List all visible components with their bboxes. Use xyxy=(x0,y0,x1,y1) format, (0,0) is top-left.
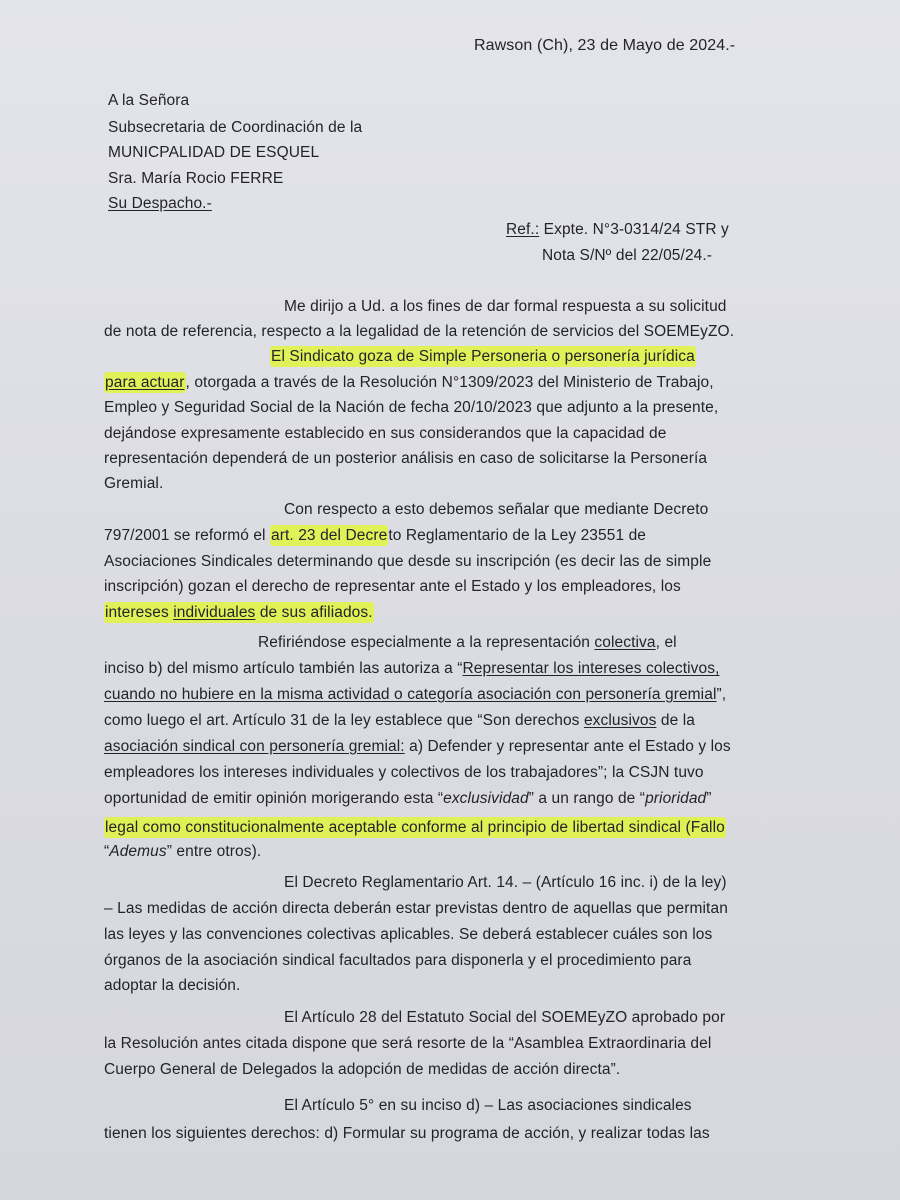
text-line: Empleo y Seguridad Social de la Nación de fecha 20/10/2023 que adjunto a la presente, xyxy=(104,399,719,416)
text-segment: oportunidad de emitir opinión morigerando esta “ xyxy=(104,790,444,807)
text-line: Gremial. xyxy=(104,475,164,492)
text-line xyxy=(104,789,712,809)
recipient-salutation: A la Señora xyxy=(108,92,190,109)
text-line: Asociaciones Sindicales determinando que desde su inscripción (es decir las de simple xyxy=(104,553,712,570)
text-line: órganos de la asociación sindical facultados para disponerla y el procedimiento para xyxy=(104,952,692,969)
underlined-text: cuando no hubiere en la misma actividad o categoría asociación con personería gremial xyxy=(104,686,717,703)
text-line xyxy=(104,603,374,623)
text-segment: “ xyxy=(104,843,110,860)
text-segment: to Reglamentario de la Ley 23551 de xyxy=(388,527,647,544)
highlighted-text: legal como constitucionalmente aceptable conforme al principio de libertad sindical (Fallo xyxy=(105,819,725,836)
underlined-text: asociación sindical con personería gremial: xyxy=(104,738,405,755)
text-line xyxy=(104,737,731,757)
underlined-text: Representar los intereses colectivos, xyxy=(462,660,720,677)
text-line: representación dependerá de un posterior análisis en caso de solicitarse la Personería xyxy=(104,450,708,467)
recipient-organization: MUNICPALIDAD DE ESQUEL xyxy=(108,144,320,161)
text-segment: ” entre otros). xyxy=(166,843,262,860)
date-line: Rawson (Ch), 23 de Mayo de 2024.- xyxy=(474,37,736,54)
text-segment: inciso b) del mismo artículo también las autoriza a “ xyxy=(104,660,463,677)
text-segment: a) Defender y representar ante el Estado y los xyxy=(404,738,731,755)
italic-text: Ademus xyxy=(109,843,167,860)
text-segment: ” xyxy=(706,790,712,807)
text-segment: como luego el art. Artículo 31 de la ley establece que “Son derechos xyxy=(104,712,584,729)
text-line xyxy=(104,373,714,393)
highlighted-text: El Sindicato goza de Simple Personeria o personería jurídica xyxy=(271,348,695,365)
text-line xyxy=(270,347,696,367)
text-line: las leyes y las convenciones colectivas aplicables. Se deberá establecer cuáles son los xyxy=(104,926,713,943)
text-segment: Refiriéndose especialmente a la representación xyxy=(258,634,595,651)
highlighted-text: para actuar xyxy=(105,374,185,391)
text-line: Cuerpo General de Delegados la adopción de medidas de acción directa”. xyxy=(104,1061,621,1078)
text-line xyxy=(104,711,695,731)
text-line: empleadores los intereses individuales y colectivos de los trabajadores”; la CSJN tuvo xyxy=(104,764,704,781)
text-segment: intereses xyxy=(105,604,174,621)
text-segment: , el xyxy=(655,634,677,651)
text-line: El Artículo 28 del Estatuto Social del SOEMEyZO aprobado por xyxy=(284,1009,726,1026)
text-segment: 797/2001 se reformó el xyxy=(104,527,271,544)
highlighted-text xyxy=(104,602,374,623)
text-segment: , otorgada a través de la Resolución N°1309/2023 del Ministerio de Trabajo, xyxy=(185,374,714,391)
text-line: – Las medidas de acción directa deberán estar previstas dentro de aquellas que permitan xyxy=(104,900,728,917)
highlighted-text: art. 23 del Decre xyxy=(271,527,388,544)
text-line: Con respecto a esto debemos señalar que mediante Decreto xyxy=(284,501,709,518)
text-segment: ”, xyxy=(716,686,727,703)
reference-line-1 xyxy=(506,220,729,240)
text-line: de nota de referencia, respecto a la legalidad de la retención de servicios del SOEMEyZO. xyxy=(104,323,735,340)
text-line xyxy=(104,685,726,705)
italic-text: prioridad xyxy=(645,790,707,807)
text-line: adoptar la decisión. xyxy=(104,977,241,994)
underlined-text: individuales xyxy=(173,604,256,621)
reference-line-2: Nota S/Nº del 22/05/24.- xyxy=(542,247,713,264)
text-segment: de la xyxy=(656,712,695,729)
recipient-title: Subsecretaria de Coordinación de la xyxy=(108,119,363,136)
underlined-text: exclusivos xyxy=(583,712,657,729)
text-line: inscripción) gozan el derecho de representar ante el Estado y los empleadores, los xyxy=(104,578,681,595)
text-line: la Resolución antes citada dispone que será resorte de la “Asamblea Extraordinaria del xyxy=(104,1035,712,1052)
text-line xyxy=(104,659,719,679)
text-line xyxy=(104,818,726,838)
text-line: El Artículo 5° en su inciso d) – Las asociaciones sindicales xyxy=(284,1097,692,1114)
text-line: dejándose expresamente establecido en sus considerandos que la capacidad de xyxy=(104,425,667,442)
text-line xyxy=(258,633,677,653)
text-segment: de sus afiliados. xyxy=(255,604,373,621)
text-line: El Decreto Reglamentario Art. 14. – (Artículo 16 inc. i) de la ley) xyxy=(284,874,727,891)
reference-label: Ref.: xyxy=(506,221,540,238)
underlined-text: colectiva xyxy=(594,634,656,651)
text-line: Me dirijo a Ud. a los fines de dar formal respuesta a su solicitud xyxy=(284,298,727,315)
text-line xyxy=(104,526,646,546)
text-segment: ” a un rango de “ xyxy=(528,790,646,807)
recipient-name: Sra. María Rocio FERRE xyxy=(108,170,284,187)
recipient-office: Su Despacho.- xyxy=(108,195,212,212)
italic-text: exclusividad xyxy=(443,790,529,807)
text-line: tienen los siguientes derechos: d) Formular su programa de acción, y realizar todas las xyxy=(104,1125,710,1142)
text-line xyxy=(104,842,261,862)
reference-file-number: Expte. N°3-0314/24 STR y xyxy=(543,221,729,238)
